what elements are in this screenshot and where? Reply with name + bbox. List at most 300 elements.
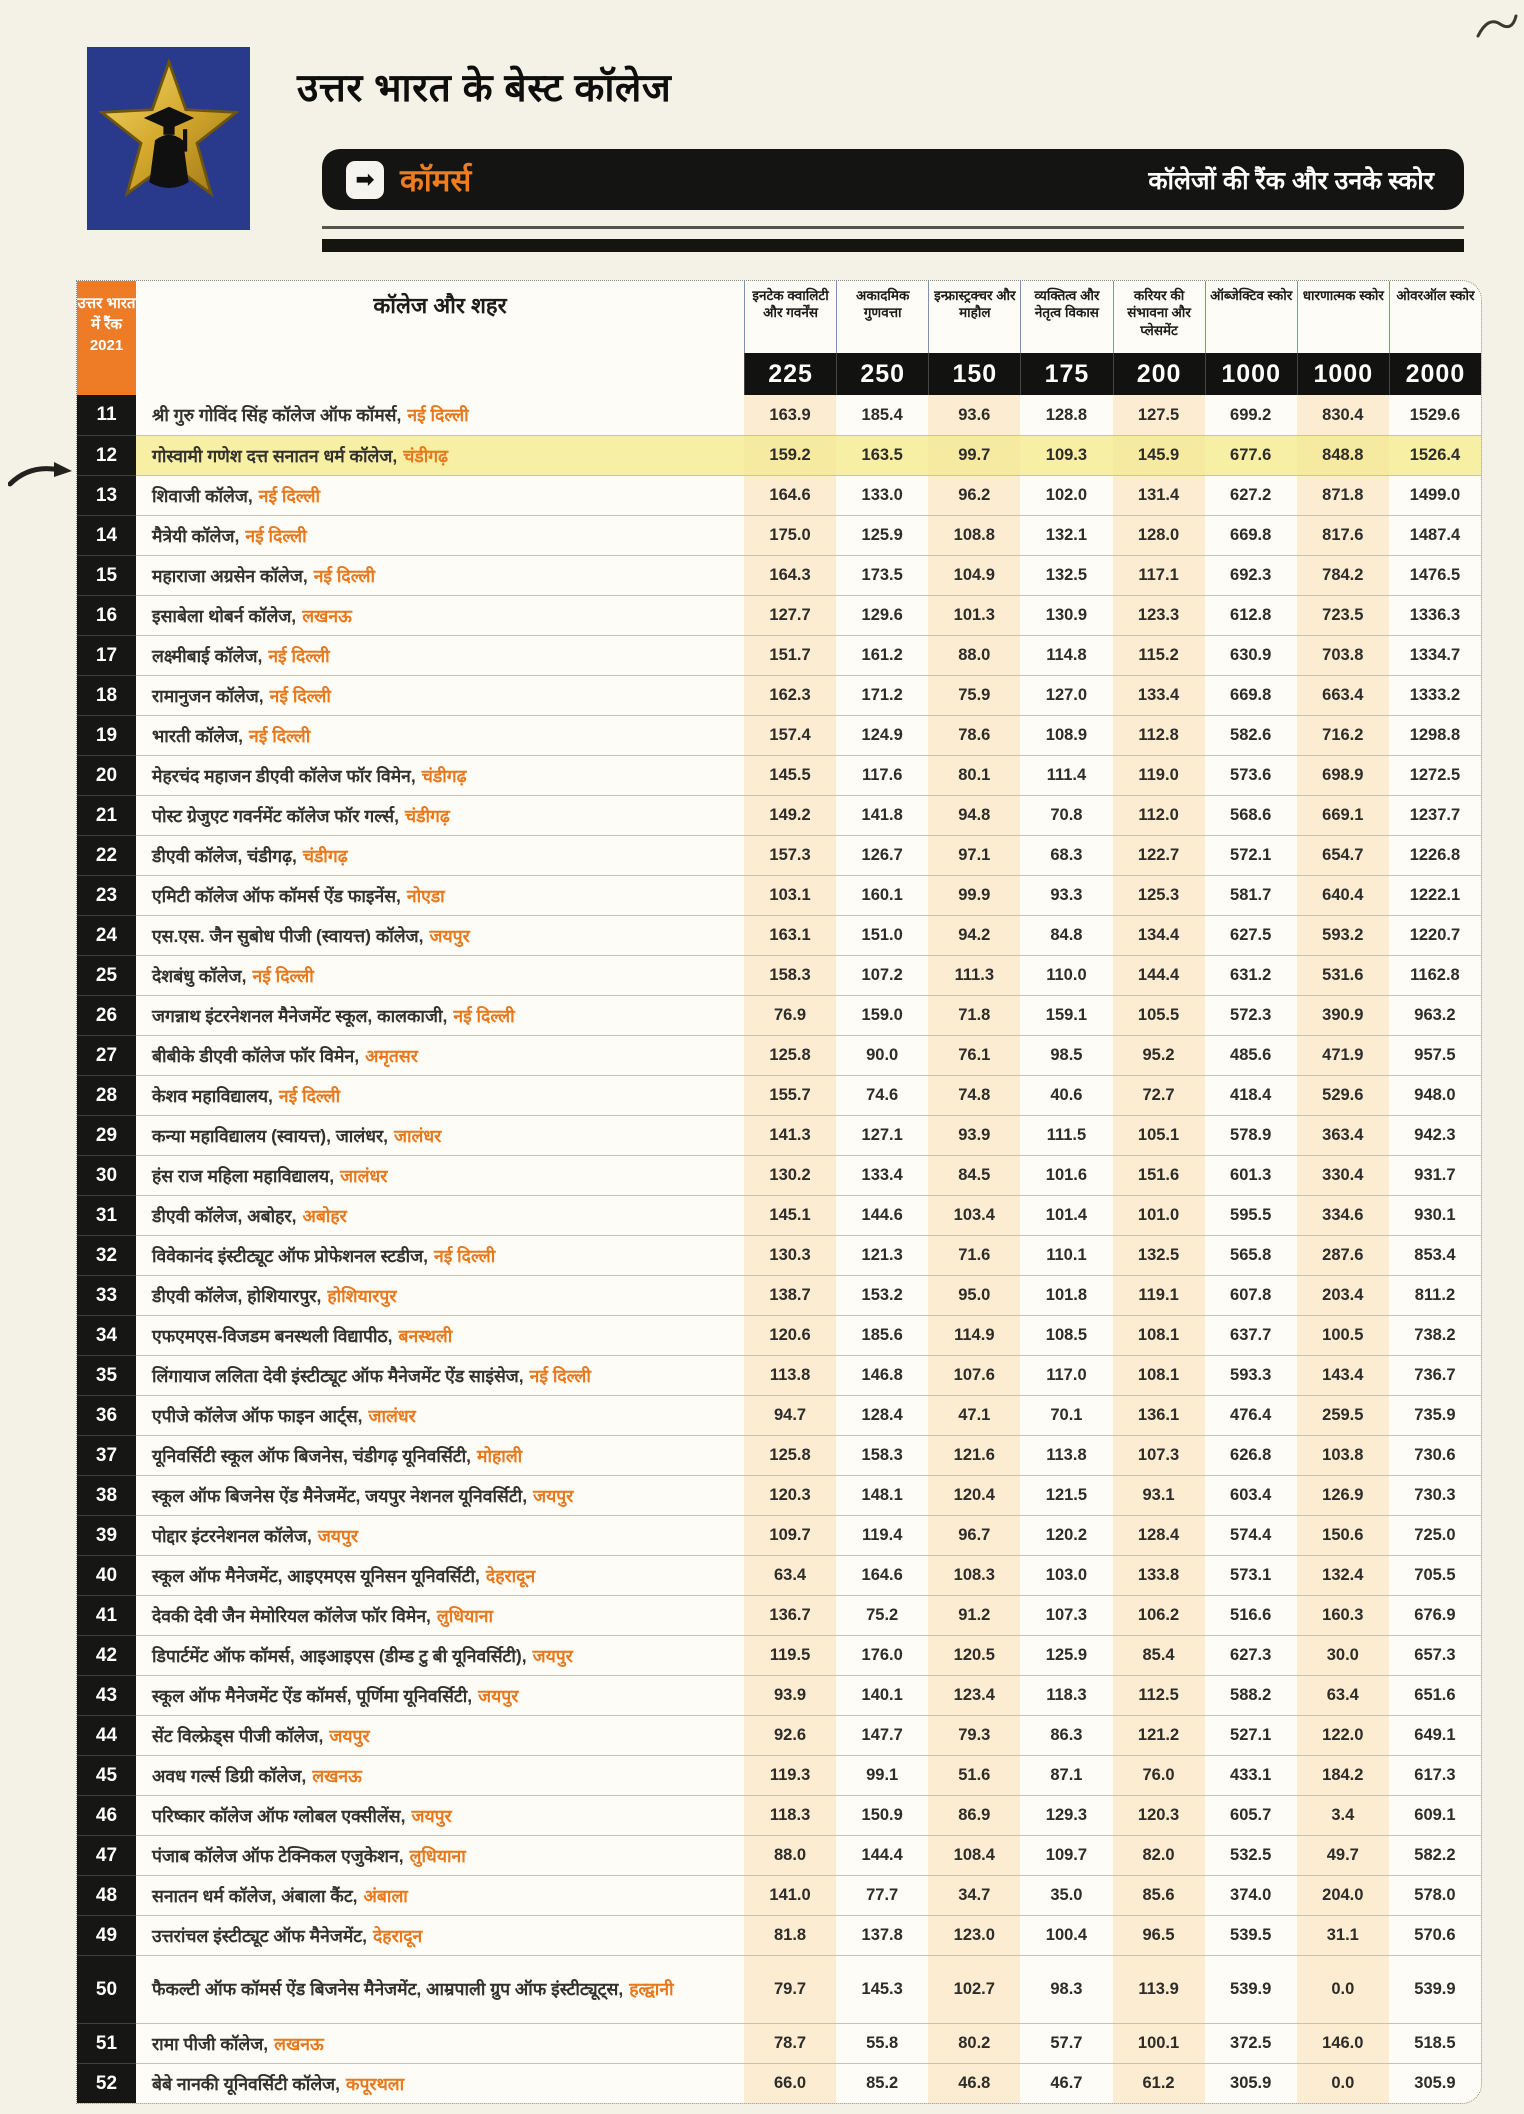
college-name: डीएवी कॉलेज, चंडीगढ़, <box>152 845 297 866</box>
rank-cell: 34 <box>77 1315 136 1355</box>
college-name: पोद्दार इंटरनेशनल कॉलेज, <box>152 1525 312 1546</box>
ink-arrow-annotation <box>8 452 74 496</box>
college-cell <box>136 1235 744 1275</box>
score-cell: 128.8 <box>1045 405 1088 424</box>
score-cell: 109.7 <box>1020 1835 1112 1875</box>
score-cell: 145.3 <box>836 1955 928 2023</box>
score-cell: 118.3 <box>744 1795 836 1835</box>
score-cell: 99.1 <box>836 1755 928 1795</box>
score-cell: 34.7 <box>928 1875 1020 1915</box>
score-cell: 98.5 <box>1020 1035 1112 1075</box>
score-cell: 570.6 <box>1389 1915 1481 1955</box>
college-name: बीबीके डीएवी कॉलेज फॉर विमेन, <box>152 1045 360 1066</box>
score-cell: 111.4 <box>1020 755 1112 795</box>
rank-cell: 48 <box>77 1875 136 1915</box>
score-cell: 631.2 <box>1205 955 1297 995</box>
score-cell: 143.4 <box>1297 1355 1389 1395</box>
score-column-maxes <box>136 353 1481 395</box>
score-cell: 115.2 <box>1113 635 1205 675</box>
college-cell <box>136 1595 744 1635</box>
city-name: नई दिल्ली <box>453 1005 515 1026</box>
score-cell: 70.8 <box>1020 795 1112 835</box>
score-cell: 46.7 <box>1020 2063 1112 2103</box>
city-name: नई दिल्ली <box>252 965 314 986</box>
score-cell: 588.2 <box>1205 1675 1297 1715</box>
college-name: स्कूल ऑफ मैनेजमेंट ऐंड कॉमर्स, पूर्णिमा यूनिवर्सिटी, <box>152 1685 473 1706</box>
table-row <box>77 435 1481 475</box>
score-cell: 119.1 <box>1113 1275 1205 1315</box>
college-cell <box>136 1395 744 1435</box>
table-row <box>77 1195 1481 1235</box>
score-column-max: 1000 <box>1205 353 1297 395</box>
score-cell: 1487.4 <box>1389 515 1481 555</box>
score-cell: 146.8 <box>836 1355 928 1395</box>
score-cell: 47.1 <box>928 1395 1020 1435</box>
score-cell: 176.0 <box>836 1635 928 1675</box>
college-cell <box>136 1675 744 1715</box>
score-cell: 114.8 <box>1020 635 1112 675</box>
score-cell: 578.0 <box>1389 1875 1481 1915</box>
score-cell: 103.0 <box>1020 1555 1112 1595</box>
score-cell: 593.2 <box>1297 915 1389 955</box>
score-column-label: धारणात्मक स्कोर <box>1297 281 1389 353</box>
table-row <box>77 1915 1481 1955</box>
score-cell: 738.2 <box>1389 1315 1481 1355</box>
score-cell: 85.4 <box>1113 1635 1205 1675</box>
score-cell: 948.0 <box>1389 1075 1481 1115</box>
pen-mark-icon <box>1474 10 1518 46</box>
score-cell: 627.5 <box>1205 915 1297 955</box>
score-cell: 130.3 <box>744 1235 836 1275</box>
college-cell <box>136 595 744 635</box>
rank-cell: 21 <box>77 795 136 835</box>
score-column-max: 225 <box>744 353 836 395</box>
city-name: जयपुर <box>533 1485 574 1506</box>
city-name: मोहाली <box>477 1445 523 1466</box>
score-cell: 101.3 <box>928 595 1020 635</box>
table-row <box>77 1675 1481 1715</box>
table-row <box>77 1475 1481 1515</box>
score-column-label: इनटेक क्वालिटी और गवर्नेंस <box>744 281 836 353</box>
table-row <box>77 555 1481 595</box>
score-cell: 108.8 <box>928 515 1020 555</box>
table-row <box>77 1395 1481 1435</box>
score-cell: 390.9 <box>1297 995 1389 1035</box>
score-cell: 471.9 <box>1297 1035 1389 1075</box>
score-cell: 163.5 <box>836 435 928 475</box>
score-cell: 125.8 <box>744 1435 836 1475</box>
score-cell: 1334.7 <box>1389 635 1481 675</box>
score-cell: 108.9 <box>1020 715 1112 755</box>
college-cell <box>136 2063 744 2103</box>
table-row <box>77 1595 1481 1635</box>
score-cell: 957.5 <box>1389 1035 1481 1075</box>
score-cell: 1298.8 <box>1389 715 1481 755</box>
score-cell: 930.1 <box>1389 1195 1481 1235</box>
score-cell: 100.1 <box>1113 2023 1205 2063</box>
score-cell: 94.7 <box>744 1395 836 1435</box>
score-cell: 173.5 <box>836 555 928 595</box>
college-name: डिपार्टमेंट ऑफ कॉमर्स, आइआइएस (डीम्ड टु बी यूनिवर्सिटी), <box>152 1645 527 1666</box>
city-name: जयपुर <box>478 1685 519 1706</box>
score-cell: 103.1 <box>744 875 836 915</box>
score-cell: 125.3 <box>1113 875 1205 915</box>
city-name: जयपुर <box>532 1645 573 1666</box>
table-row <box>77 1435 1481 1475</box>
college-cell <box>136 835 744 875</box>
city-name: लखनऊ <box>274 2033 324 2054</box>
score-cell: 112.8 <box>1113 715 1205 755</box>
score-cell: 74.6 <box>836 1075 928 1115</box>
score-cell: 71.8 <box>928 995 1020 1035</box>
rank-cell: 28 <box>77 1075 136 1115</box>
score-cell: 127.5 <box>1113 395 1205 435</box>
rank-cell: 41 <box>77 1595 136 1635</box>
score-cell: 677.6 <box>1205 435 1297 475</box>
score-cell: 122.7 <box>1113 835 1205 875</box>
city-name: नई दिल्ली <box>278 1085 341 1106</box>
score-cell: 61.2 <box>1113 2063 1205 2103</box>
city-name: चंडीगढ़ <box>302 845 348 866</box>
score-cell: 75.2 <box>836 1595 928 1635</box>
score-cell: 1226.8 <box>1389 835 1481 875</box>
score-cell: 158.3 <box>836 1435 928 1475</box>
college-name: एमिटी कॉलेज ऑफ कॉमर्स ऐंड फाइनेंस, <box>152 885 401 906</box>
score-cell: 88.0 <box>928 635 1020 675</box>
score-cell: 99.9 <box>928 875 1020 915</box>
divider-thick <box>322 239 1464 252</box>
college-name: जगन्नाथ इंटरनेशनल मैनेजमेंट स्कूल, कालकाजी, <box>152 1005 448 1026</box>
score-cell: 784.2 <box>1297 555 1389 595</box>
score-cell: 121.5 <box>1020 1475 1112 1515</box>
score-cell: 609.1 <box>1389 1795 1481 1835</box>
score-cell: 705.5 <box>1389 1555 1481 1595</box>
score-cell: 118.3 <box>1020 1675 1112 1715</box>
score-cell: 101.6 <box>1020 1155 1112 1195</box>
table-row <box>77 1275 1481 1315</box>
score-cell: 124.9 <box>836 715 928 755</box>
score-cell: 1237.7 <box>1389 795 1481 835</box>
score-cell: 572.1 <box>1205 835 1297 875</box>
city-name: अंबाला <box>363 1885 408 1906</box>
rank-cell: 50 <box>77 1955 136 2023</box>
rank-cell: 18 <box>77 675 136 715</box>
table-row <box>77 755 1481 795</box>
city-name: देहरादून <box>485 1565 536 1586</box>
score-cell: 817.6 <box>1297 515 1389 555</box>
score-cell: 136.1 <box>1113 1395 1205 1435</box>
rank-cell: 37 <box>77 1435 136 1475</box>
score-cell: 151.7 <box>744 635 836 675</box>
city-name: नई दिल्ली <box>529 1365 591 1386</box>
college-cell <box>136 1875 744 1915</box>
city-name: चंडीगढ़ <box>405 805 450 826</box>
score-cell: 1220.7 <box>1389 915 1481 955</box>
rank-cell: 24 <box>77 915 136 955</box>
score-cell: 157.3 <box>744 835 836 875</box>
score-cell: 117.1 <box>1113 555 1205 595</box>
score-cell: 110.0 <box>1020 955 1112 995</box>
table-row <box>77 1115 1481 1155</box>
college-name: रामानुजन कॉलेज, <box>152 685 264 706</box>
college-cell <box>136 1755 744 1795</box>
score-cell: 527.1 <box>1205 1715 1297 1755</box>
score-cell: 418.4 <box>1205 1075 1297 1115</box>
city-name: जयपुर <box>317 1525 359 1546</box>
score-cell: 185.4 <box>861 405 903 424</box>
score-cell: 603.4 <box>1205 1475 1297 1515</box>
score-cell: 80.2 <box>928 2023 1020 2063</box>
table-row <box>77 595 1481 635</box>
score-cell: 110.1 <box>1020 1235 1112 1275</box>
bar-subtitle: कॉलेजों की रैंक और उनके स्कोर <box>1148 166 1434 195</box>
rank-cell: 46 <box>77 1795 136 1835</box>
score-cell: 150.9 <box>836 1795 928 1835</box>
rank-cell: 23 <box>77 875 136 915</box>
score-cell: 157.4 <box>744 715 836 755</box>
college-cell <box>136 1435 744 1475</box>
score-cell: 582.2 <box>1389 1835 1481 1875</box>
score-cell: 160.1 <box>836 875 928 915</box>
score-cell: 120.4 <box>928 1475 1020 1515</box>
college-cell <box>136 1915 744 1955</box>
score-cell: 134.4 <box>1113 915 1205 955</box>
score-cell: 626.8 <box>1205 1435 1297 1475</box>
city-name: लुधियाना <box>409 1845 466 1866</box>
score-cell: 72.7 <box>1113 1075 1205 1115</box>
college-name: श्री गुरु गोविंद सिंह कॉलेज ऑफ कॉमर्स, <box>152 405 402 425</box>
table-row <box>77 915 1481 955</box>
table-row <box>77 995 1481 1035</box>
score-cell: 574.4 <box>1205 1515 1297 1555</box>
city-name: होशियारपुर <box>327 1285 397 1306</box>
score-cell: 476.4 <box>1205 1395 1297 1435</box>
score-cell: 532.5 <box>1205 1835 1297 1875</box>
score-cell: 627.2 <box>1205 475 1297 515</box>
score-cell: 114.9 <box>928 1315 1020 1355</box>
score-column-max: 175 <box>1020 353 1112 395</box>
score-cell: 171.2 <box>836 675 928 715</box>
city-name: चंडीगढ़ <box>403 445 448 466</box>
score-cell: 305.9 <box>1389 2063 1481 2103</box>
college-name: विवेकानंद इंस्टीट्यूट ऑफ प्रोफेशनल स्टडीज, <box>152 1245 428 1266</box>
score-cell: 147.7 <box>836 1715 928 1755</box>
score-column-label: अकादमिक गुणवत्ता <box>836 281 928 353</box>
city-name: देहरादून <box>372 1925 423 1946</box>
score-cell: 123.4 <box>928 1675 1020 1715</box>
score-cell: 0.0 <box>1297 1955 1389 2023</box>
score-cell: 107.6 <box>928 1355 1020 1395</box>
table-row <box>77 1955 1481 2023</box>
college-cell <box>136 2023 744 2063</box>
score-cell: 657.3 <box>1389 1635 1481 1675</box>
score-cell: 70.1 <box>1020 1395 1112 1435</box>
score-cell: 113.8 <box>1020 1435 1112 1475</box>
rank-cell: 39 <box>77 1515 136 1555</box>
table-row <box>77 475 1481 515</box>
score-cell: 74.8 <box>928 1075 1020 1115</box>
city-name: जयपुर <box>429 925 470 946</box>
score-cell: 133.4 <box>836 1155 928 1195</box>
score-column-max: 1000 <box>1297 353 1389 395</box>
score-cell: 63.4 <box>1297 1675 1389 1715</box>
score-cell: 108.1 <box>1113 1355 1205 1395</box>
score-cell: 136.7 <box>744 1595 836 1635</box>
score-cell: 1499.0 <box>1389 475 1481 515</box>
score-cell: 735.9 <box>1389 1395 1481 1435</box>
rank-cell: 14 <box>77 515 136 555</box>
score-cell: 75.9 <box>928 675 1020 715</box>
score-cell: 669.1 <box>1297 795 1389 835</box>
score-cell: 627.3 <box>1205 1635 1297 1675</box>
score-cell: 128.4 <box>1113 1515 1205 1555</box>
score-cell: 581.7 <box>1205 875 1297 915</box>
score-cell: 120.3 <box>1113 1795 1205 1835</box>
score-cell: 35.0 <box>1020 1875 1112 1915</box>
score-cell: 84.8 <box>1020 915 1112 955</box>
score-cell: 103.8 <box>1297 1435 1389 1475</box>
score-cell: 93.9 <box>744 1675 836 1715</box>
score-cell: 159.2 <box>744 435 836 475</box>
score-cell: 1476.5 <box>1389 555 1481 595</box>
college-cell <box>136 1075 744 1115</box>
college-cell <box>136 395 744 435</box>
score-cell: 330.4 <box>1297 1155 1389 1195</box>
college-cell <box>136 715 744 755</box>
score-cell: 145.5 <box>744 755 836 795</box>
college-name: उत्तरांचल इंस्टीट्यूट ऑफ मैनेजमेंट, <box>152 1925 367 1946</box>
score-cell: 98.3 <box>1020 1955 1112 2023</box>
college-name: इसाबेला थोबर्न कॉलेज, <box>152 605 297 626</box>
score-cell: 334.6 <box>1297 1195 1389 1235</box>
score-cell: 0.0 <box>1297 2063 1389 2103</box>
college-name: मैत्रेयी कॉलेज, <box>152 525 240 546</box>
score-cell: 607.8 <box>1205 1275 1297 1315</box>
score-cell: 76.0 <box>1113 1755 1205 1795</box>
score-cell: 736.7 <box>1389 1355 1481 1395</box>
college-name: एस.एस. जैन सुबोध पीजी (स्वायत्त) कॉलेज, <box>152 925 424 946</box>
score-cell: 104.9 <box>928 555 1020 595</box>
score-cell: 518.5 <box>1389 2023 1481 2063</box>
city-name: नई दिल्ली <box>407 405 469 425</box>
rank-cell: 15 <box>77 555 136 595</box>
table-row <box>77 1555 1481 1595</box>
score-column-label: ओवरऑल स्कोर <box>1389 281 1481 353</box>
score-cell: 730.6 <box>1389 1435 1481 1475</box>
score-cell: 963.2 <box>1389 995 1481 1035</box>
score-cell: 119.0 <box>1113 755 1205 795</box>
college-name: सेंट विल्फ्रेड्स पीजी कॉलेज, <box>152 1725 324 1746</box>
score-cell: 161.2 <box>836 635 928 675</box>
college-name: हंस राज महिला महाविद्यालय, <box>152 1165 335 1186</box>
rank-column-header: उत्तर भारत में रैंक 2021 <box>77 281 136 395</box>
rank-cell: 52 <box>77 2063 136 2103</box>
table-row <box>77 1835 1481 1875</box>
arrow-icon: ➡ <box>346 161 384 199</box>
score-cell: 133.8 <box>1113 1555 1205 1595</box>
score-cell: 649.1 <box>1389 1715 1481 1755</box>
rank-cell: 33 <box>77 1275 136 1315</box>
score-cell: 99.7 <box>928 435 1020 475</box>
city-name: कपूरथला <box>346 2073 405 2094</box>
score-cell: 568.6 <box>1205 795 1297 835</box>
score-cell: 162.3 <box>744 675 836 715</box>
score-cell: 144.4 <box>836 1835 928 1875</box>
college-cell <box>136 1275 744 1315</box>
college-cell <box>136 555 744 595</box>
score-cell: 669.8 <box>1205 515 1297 555</box>
score-cell: 76.1 <box>928 1035 1020 1075</box>
college-name: परिष्कार कॉलेज ऑफ ग्लोबल एक्सीलेंस, <box>152 1805 406 1826</box>
city-name: नई दिल्ली <box>433 1245 496 1266</box>
score-cell: 630.9 <box>1205 635 1297 675</box>
college-cell <box>136 1115 744 1155</box>
score-cell: 125.8 <box>744 1035 836 1075</box>
score-cell: 105.1 <box>1113 1115 1205 1155</box>
score-cell: 84.5 <box>928 1155 1020 1195</box>
score-cell: 663.4 <box>1297 675 1389 715</box>
score-cell: 163.1 <box>744 915 836 955</box>
score-cell: 93.3 <box>1020 875 1112 915</box>
college-cell <box>136 915 744 955</box>
score-cell: 49.7 <box>1297 1835 1389 1875</box>
score-cell: 90.0 <box>836 1035 928 1075</box>
score-cell: 1529.6 <box>1409 405 1461 424</box>
score-cell: 120.6 <box>744 1315 836 1355</box>
college-name: एपीजे कॉलेज ऑफ फाइन आर्ट्स, <box>152 1405 363 1426</box>
college-cell <box>136 1955 744 2023</box>
score-cell: 811.2 <box>1389 1275 1481 1315</box>
college-name: शिवाजी कॉलेज, <box>152 485 253 506</box>
score-cell: 203.4 <box>1297 1275 1389 1315</box>
score-cell: 565.8 <box>1205 1235 1297 1275</box>
table-row <box>77 1075 1481 1115</box>
category-label: कॉमर्स <box>400 162 472 198</box>
college-cell <box>136 1195 744 1235</box>
score-cell: 130.2 <box>744 1155 836 1195</box>
rank-cell: 17 <box>77 635 136 675</box>
table-row <box>77 1315 1481 1355</box>
city-name: जालंधर <box>340 1165 388 1186</box>
college-name: देशबंधु कॉलेज, <box>152 965 247 986</box>
score-cell: 71.6 <box>928 1235 1020 1275</box>
college-name: अवध गर्ल्स डिग्री कॉलेज, <box>152 1765 307 1786</box>
score-column-max: 250 <box>836 353 928 395</box>
rank-cell: 20 <box>77 755 136 795</box>
score-cell: 363.4 <box>1297 1115 1389 1155</box>
score-cell: 150.6 <box>1297 1515 1389 1555</box>
college-cell <box>136 635 744 675</box>
score-cell: 108.3 <box>928 1555 1020 1595</box>
college-cell <box>136 955 744 995</box>
rank-cell: 31 <box>77 1195 136 1235</box>
score-cell: 133.4 <box>1113 675 1205 715</box>
score-cell: 637.7 <box>1205 1315 1297 1355</box>
college-name: महाराजा अग्रसेन कॉलेज, <box>152 565 308 586</box>
score-cell: 129.6 <box>836 595 928 635</box>
gold-star-icon <box>99 59 239 219</box>
score-cell: 572.3 <box>1205 995 1297 1035</box>
score-cell: 121.2 <box>1113 1715 1205 1755</box>
score-cell: 141.8 <box>836 795 928 835</box>
score-cell: 128.4 <box>836 1395 928 1435</box>
score-cell: 108.4 <box>928 1835 1020 1875</box>
score-cell: 516.6 <box>1205 1595 1297 1635</box>
rank-cell: 49 <box>77 1915 136 1955</box>
college-cell <box>136 1715 744 1755</box>
category-bar <box>322 149 1464 210</box>
college-cell <box>136 995 744 1035</box>
